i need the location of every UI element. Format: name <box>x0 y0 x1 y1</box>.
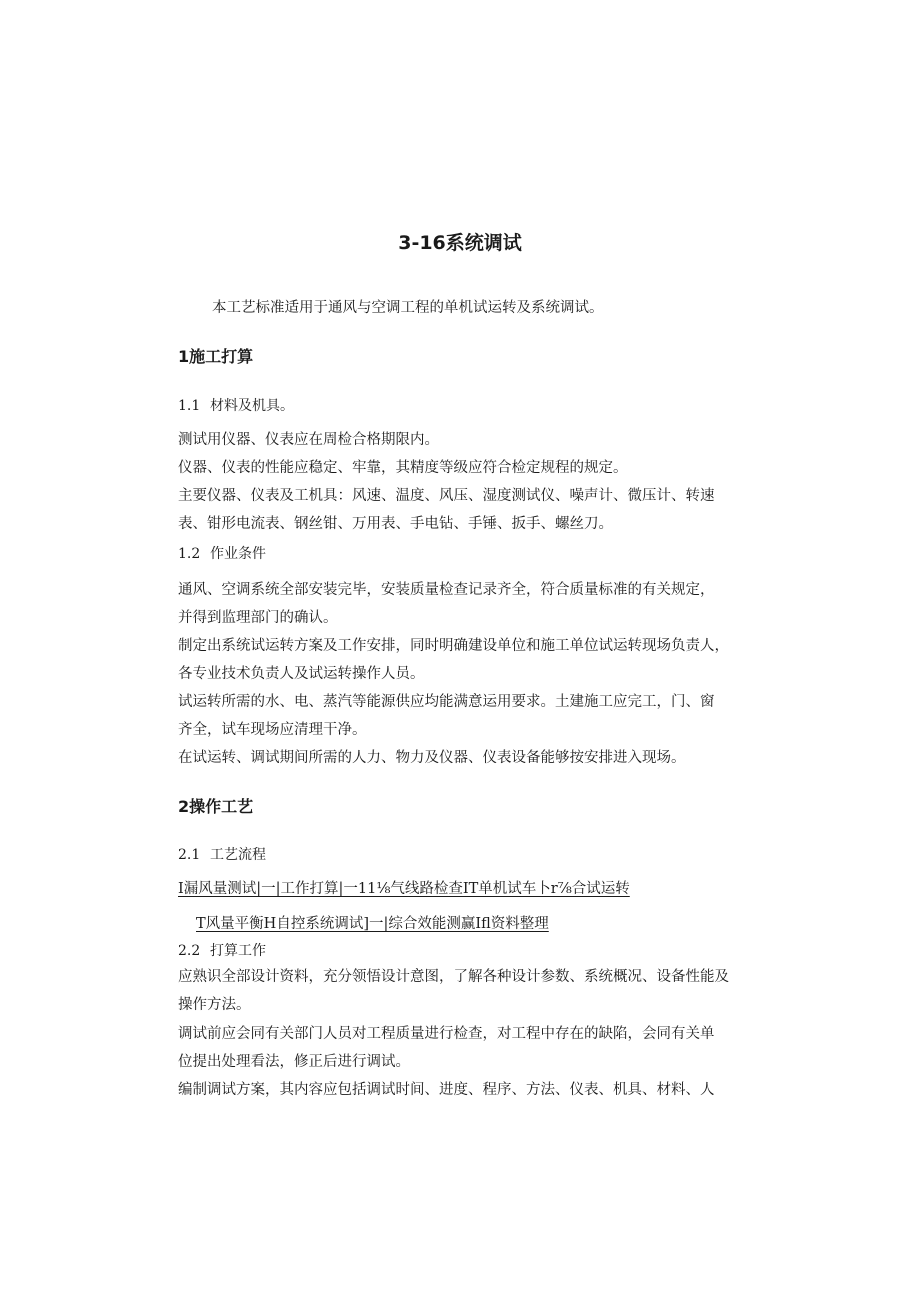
section1-heading: 1施工打算 <box>178 347 254 366</box>
section1-2-title: 作业条件 <box>210 546 266 562</box>
section2-heading: 2操作工艺 <box>178 797 254 816</box>
section1-2-number: 1.2 <box>178 546 201 562</box>
intro-paragraph: 本工艺标准适用于通风与空调工程的单机试运转及系统调试。 <box>212 300 604 316</box>
section1-2-line: 并得到监理部门的确认。 <box>178 610 338 626</box>
section1-1-number: 1.1 <box>178 398 201 414</box>
process-flow-line: T风量平衡H自控系统调试]一|综合效能测赢Ifl资料整理 <box>196 916 549 932</box>
section1-1-heading <box>178 395 294 415</box>
section1-2-heading <box>178 543 266 563</box>
section1-2-line: 通风、空调系统全部安装完毕，安装质量检查记录齐全，符合质量标准的有关规定， <box>178 582 715 598</box>
section2-1-heading <box>178 844 266 864</box>
document-title: 3-16系统调试 <box>398 232 522 254</box>
section2-2-title: 打算工作 <box>210 943 266 959</box>
section2-1-number: 2.1 <box>178 847 201 863</box>
section1-2-line: 试运转所需的水、电、蒸汽等能源供应均能满意运用要求。土建施工应完工，门、窗 <box>178 694 715 710</box>
section2-1-title: 工艺流程 <box>210 847 266 863</box>
section1-1-line: 主要仪器、仪表及工机具：风速、温度、风压、湿度测试仪、噪声计、微压计、转速 <box>178 488 715 504</box>
section1-2-line: 制定出系统试运转方案及工作安排，同时明确建设单位和施工单位试运转现场负责人， <box>178 638 729 654</box>
section2-2-number: 2.2 <box>178 943 201 959</box>
section1-1-line: 表、钳形电流表、钢丝钳、万用表、手电钻、手锤、扳手、螺丝刀。 <box>178 516 613 532</box>
section1-1-line: 测试用仪器、仪表应在周检合格期限内。 <box>178 432 439 448</box>
process-flow-line: I漏风量测试|一|工作打算|一11⅛气线路检查IT单机试车卜r⅞合试运转 <box>178 881 630 897</box>
section1-2-line: 各专业技术负责人及试运转操作人员。 <box>178 666 425 682</box>
section2-2-line: 位提出处理看法，修正后进行调试。 <box>178 1054 410 1070</box>
section1-1-line: 仪器、仪表的性能应稳定、牢靠，其精度等级应符合检定规程的规定。 <box>178 460 628 476</box>
section2-2-heading <box>178 940 266 960</box>
section2-2-line: 调试前应会同有关部门人员对工程质量进行检查，对工程中存在的缺陷，会同有关单 <box>178 1026 715 1042</box>
section1-2-line: 齐全，试车现场应清理干净。 <box>178 722 367 738</box>
section2-2-line: 编制调试方案，其内容应包括调试时间、进度、程序、方法、仪表、机具、材料、人 <box>178 1082 715 1098</box>
section2-2-line: 应熟识全部设计资料，充分领悟设计意图，了解各种设计参数、系统概况、设备性能及 <box>178 969 729 985</box>
section2-2-line: 操作方法。 <box>178 997 251 1013</box>
section1-2-line: 在试运转、调试期间所需的人力、物力及仪器、仪表设备能够按安排进入现场。 <box>178 750 686 766</box>
section1-1-title: 材料及机具。 <box>210 398 294 414</box>
